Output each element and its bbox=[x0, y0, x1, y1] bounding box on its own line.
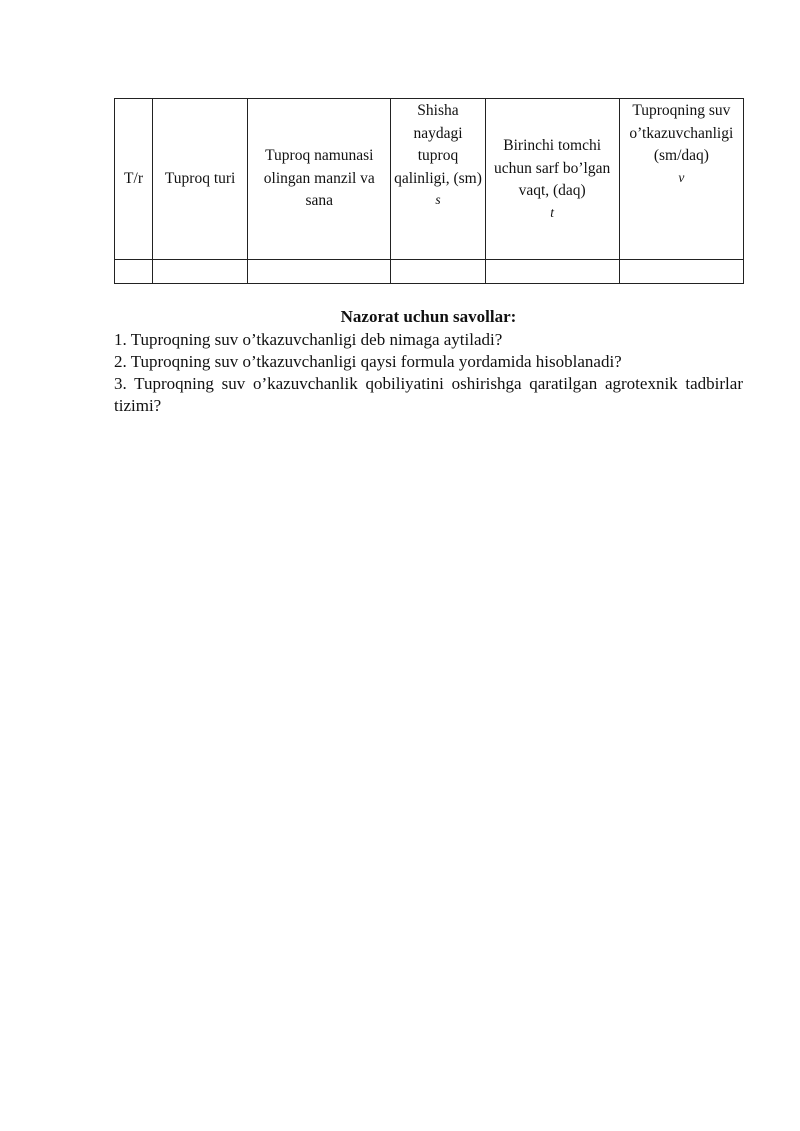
symbol-v: v bbox=[678, 169, 685, 185]
measurement-table bbox=[114, 98, 744, 284]
table-cell[interactable] bbox=[115, 260, 153, 284]
table-cell[interactable] bbox=[391, 260, 485, 284]
table-cell[interactable] bbox=[485, 260, 619, 284]
table-row bbox=[115, 260, 744, 284]
question-item: 3. Tuproqning suv o’kazuvchanlik qobiliyatini oshirishga qaratilgan agrotexnik tadbirlar tizimi? bbox=[114, 374, 743, 415]
header-soil-type: Tuproq turi bbox=[153, 99, 248, 260]
header-first-drop-time: Birinchi tomchi uchun sarf bo’lgan vaqt, (daq) t bbox=[485, 99, 619, 260]
control-questions bbox=[114, 306, 743, 417]
header-tr: T/r bbox=[115, 99, 153, 260]
header-soil-thickness: Shisha naydagi tuproq qalinligi, (sm) s bbox=[391, 99, 485, 260]
table-cell[interactable] bbox=[153, 260, 248, 284]
question-item: 1. Tuproqning suv o’tkazuvchanligi deb nimaga aytiladi? bbox=[114, 330, 503, 349]
questions-heading: Nazorat uchun savollar: bbox=[340, 307, 517, 326]
symbol-t: t bbox=[550, 204, 555, 220]
table-cell[interactable] bbox=[248, 260, 391, 284]
question-item: 2. Tuproqning suv o’tkazuvchanligi qaysi formula yordamida hisoblanadi? bbox=[114, 352, 622, 371]
table-cell[interactable] bbox=[619, 260, 743, 284]
symbol-s: s bbox=[435, 192, 441, 207]
header-permeability: Tuproqning suv o’tkazuvchanligi (sm/daq) v bbox=[619, 99, 743, 260]
table-header-row bbox=[115, 99, 744, 260]
header-sample-location-date: Tuproq namunasi olingan manzil va sana bbox=[248, 99, 391, 260]
